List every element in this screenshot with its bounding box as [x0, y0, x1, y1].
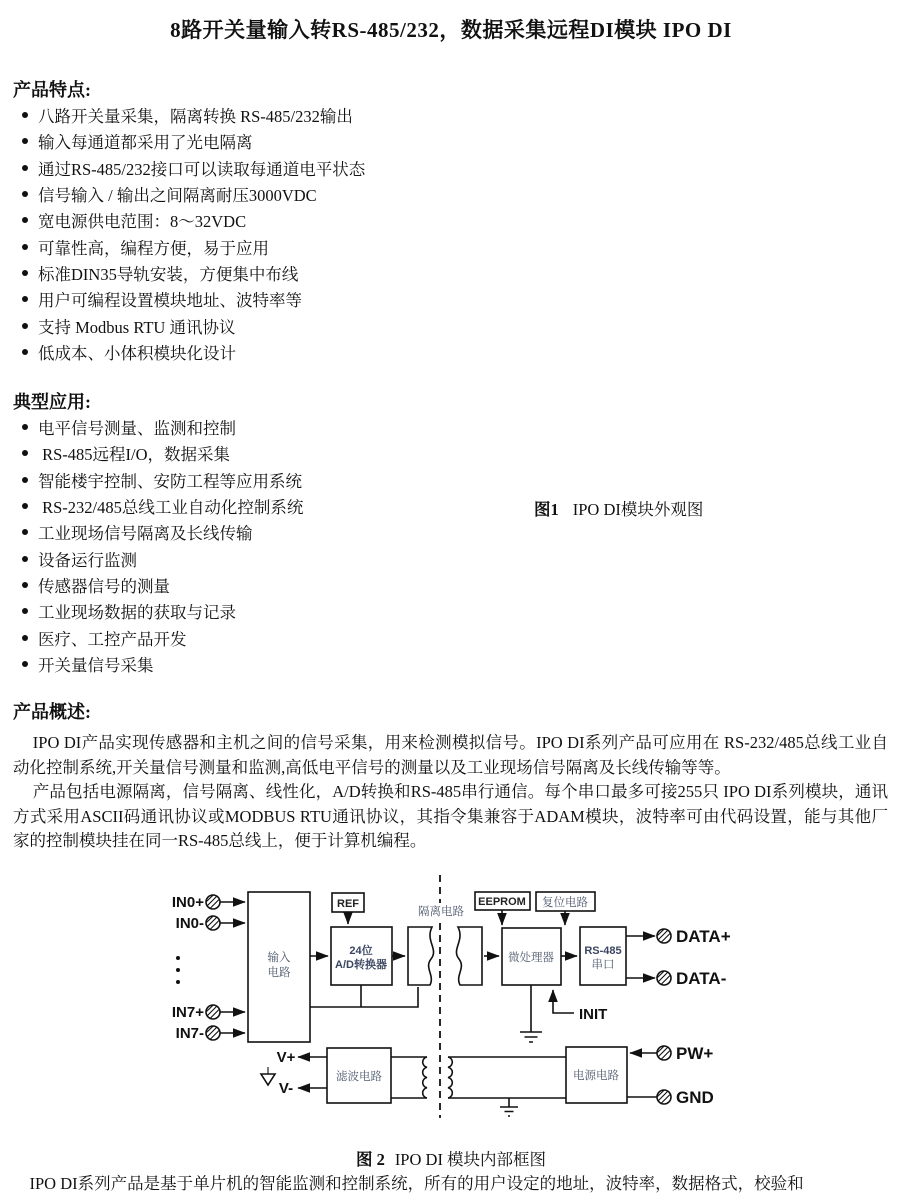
bullet-dot-icon — [22, 450, 28, 456]
list-item — [13, 155, 365, 181]
bullet-dot-icon — [22, 112, 28, 118]
feature-text: 信号输入 / 输出之间隔离耐压3000VDC — [38, 186, 317, 206]
vplus-label: V+ — [276, 1049, 296, 1066]
transformer-wires — [391, 1057, 566, 1098]
application-text: 医疗、工控产品开发 — [38, 629, 187, 649]
input-circuit-label-2: 电路 — [267, 967, 291, 979]
terminal-label-in0p: IN0+ — [171, 894, 204, 911]
bullet-dot-icon — [22, 349, 28, 355]
overview-paragraph-1: IPO DI产品实现传感器和主机之间的信号采集，用来检测模拟信号。IPO DI系列产品可应用在 RS-232/485总线工业自动化控制系统,开关量信号测量和监测,高低电平信号的测量以及工业现场信号隔离及长线传输等等。 — [13, 733, 888, 777]
section-overview — [13, 702, 888, 854]
ellipsis-dot — [176, 968, 180, 972]
bullet-dot-icon — [22, 529, 28, 535]
rs485-label-1: RS-485 — [584, 945, 622, 957]
application-text: 工业现场信号隔离及长线传输 — [38, 524, 253, 544]
bullet-dot-icon — [22, 165, 28, 171]
applications-list — [13, 414, 303, 677]
wire-init-mcu — [553, 990, 574, 1013]
terminal-label-pwp: PW+ — [676, 1044, 714, 1063]
analog-ground-triangle-icon — [261, 1074, 275, 1085]
feature-text: 通过RS-485/232接口可以读取每通道电平状态 — [38, 159, 366, 179]
feature-text: 用户可编程设置模块地址、波特率等 — [38, 291, 302, 311]
page-title: 8路开关量输入转RS-485/232，数据采集远程DI模块 IPO DI — [170, 18, 732, 42]
bullet-dot-icon — [22, 503, 28, 509]
list-item — [13, 414, 303, 440]
bullet-dot-icon — [22, 270, 28, 276]
adc-label-2: A/D转换器 — [335, 959, 387, 971]
terminal-gnd-icon — [657, 1090, 671, 1104]
application-text: RS-232/485总线工业自动化控制系统 — [38, 498, 304, 518]
list-item — [13, 233, 365, 259]
feature-text: 可靠性高，编程方便，易于应用 — [38, 238, 269, 258]
mcu-label: 微处理器 — [508, 952, 554, 964]
figure1-label: 图1 — [534, 500, 559, 519]
terminal-pwp-icon — [657, 1046, 671, 1060]
section-applications — [13, 392, 303, 677]
list-item — [13, 440, 303, 466]
features-list — [13, 102, 365, 365]
list-item — [13, 624, 303, 650]
transformer-coil-right-icon — [448, 1057, 452, 1098]
reset-circuit-label: 复位电路 — [542, 897, 588, 909]
bullet-dot-icon — [22, 244, 28, 250]
init-label: INIT — [579, 1006, 608, 1023]
vminus-label: V- — [278, 1080, 294, 1097]
applications-heading: 典型应用: — [13, 392, 91, 412]
application-text: 设备运行监测 — [38, 550, 137, 570]
rs485-label-2: 串口 — [591, 959, 615, 971]
section-features — [13, 80, 365, 365]
isolation-label: 隔离电路 — [418, 906, 464, 918]
bullet-dot-icon — [22, 323, 28, 329]
terminal-label-gnd: GND — [676, 1088, 714, 1107]
list-item — [13, 207, 365, 233]
feature-text: 低成本、小体积模块化设计 — [38, 343, 236, 363]
bullet-dot-icon — [22, 191, 28, 197]
feature-text: 输入每通道都采用了光电隔离 — [38, 133, 253, 153]
list-item — [13, 572, 303, 598]
list-item — [13, 102, 365, 128]
figure1-text: IPO DI模块外观图 — [572, 500, 704, 519]
ellipsis-dot — [176, 980, 180, 984]
feature-text: 支持 Modbus RTU 通讯协议 — [38, 317, 236, 337]
figure1-caption — [534, 496, 703, 520]
bullet-dot-icon — [22, 296, 28, 302]
bullet-dot-icon — [22, 582, 28, 588]
overview-paragraph-2: 产品包括电源隔离，信号隔离、线性化，A/D转换和RS-485串行通信。每个串口最多可接255只 IPO DI系列模块，通讯方式采用ASCII码通讯协议或MODBUS RTU通讯协议，其指令集兼容于ADAM模块，波特率可由代码设置，能与其他厂家的控制模块挂在同一RS-485总线上，便于计算机编程。 — [13, 782, 888, 850]
input-circuit-label-1: 输入 — [267, 952, 291, 964]
terminal-label-in7p: IN7+ — [171, 1004, 204, 1021]
terminal-label-in0m: IN0- — [175, 915, 204, 932]
ref-label: REF — [337, 898, 359, 910]
list-item — [13, 339, 365, 365]
transformer-coil-left-icon — [423, 1057, 427, 1098]
application-text: 电平信号测量、监测和控制 — [38, 419, 236, 439]
application-text: 智能楼宇控制、安防工程等应用系统 — [38, 471, 302, 491]
list-item — [13, 467, 303, 493]
power-ground-icon — [500, 1098, 518, 1116]
list-item — [13, 493, 303, 519]
filter-circuit-label: 滤波电路 — [336, 1071, 382, 1083]
overview-heading: 产品概述: — [13, 702, 91, 722]
wire-common-return — [310, 985, 418, 1007]
terminal-in7p-icon — [206, 1005, 220, 1019]
footer-paragraph: IPO DI系列产品是基于单片机的智能监测和控制系统，所有的用户设定的地址，波特率，数据格式，校验和 — [29, 1174, 804, 1193]
application-text: 工业现场数据的获取与记录 — [38, 603, 236, 623]
bullet-dot-icon — [22, 635, 28, 641]
bullet-dot-icon — [22, 138, 28, 144]
list-item — [13, 519, 303, 545]
feature-text: 八路开关量采集，隔离转换 RS-485/232输出 — [38, 107, 353, 127]
features-heading: 产品特点: — [13, 80, 91, 100]
application-text: 开关量信号采集 — [38, 655, 154, 675]
application-text: RS-485远程I/O，数据采集 — [38, 445, 231, 465]
feature-text: 宽电源供电范围：8～32VDC — [38, 212, 247, 232]
adc-label-1: 24位 — [349, 945, 373, 957]
ellipsis-dot — [176, 956, 180, 960]
list-item — [13, 260, 365, 286]
terminal-in7m-icon — [206, 1026, 220, 1040]
list-item — [13, 598, 303, 624]
list-item — [13, 651, 303, 677]
terminal-label-datam: DATA- — [676, 969, 727, 988]
list-item — [13, 128, 365, 154]
terminal-in0p-icon — [206, 895, 220, 909]
isolation-barrier-right — [456, 927, 482, 985]
list-item — [13, 181, 365, 207]
terminal-datam-icon — [657, 971, 671, 985]
bullet-dot-icon — [22, 661, 28, 667]
bullet-dot-icon — [22, 608, 28, 614]
bullet-dot-icon — [22, 424, 28, 430]
terminal-label-in7m: IN7- — [175, 1025, 204, 1042]
power-circuit-label: 电源电路 — [573, 1070, 619, 1082]
terminal-datap-icon — [657, 929, 671, 943]
bullet-dot-icon — [22, 217, 28, 223]
isolation-barrier-left — [408, 927, 434, 985]
figure2-caption — [0, 1146, 902, 1170]
list-item — [13, 286, 365, 312]
eeprom-label: EEPROM — [478, 896, 526, 908]
figure2-text: IPO DI 模块内部框图 — [394, 1150, 547, 1169]
terminal-label-datap: DATA+ — [676, 927, 731, 946]
feature-text: 标准DIN35导轨安装，方便集中布线 — [38, 264, 299, 284]
bullet-dot-icon — [22, 477, 28, 483]
application-text: 传感器信号的测量 — [38, 576, 170, 596]
bullet-dot-icon — [22, 556, 28, 562]
list-item — [13, 312, 365, 338]
list-item — [13, 545, 303, 571]
terminal-in0m-icon — [206, 916, 220, 930]
figure2-label: 图 2 — [355, 1150, 385, 1169]
figure2-block-diagram — [140, 865, 780, 1135]
mcu-ground-icon — [520, 985, 542, 1042]
